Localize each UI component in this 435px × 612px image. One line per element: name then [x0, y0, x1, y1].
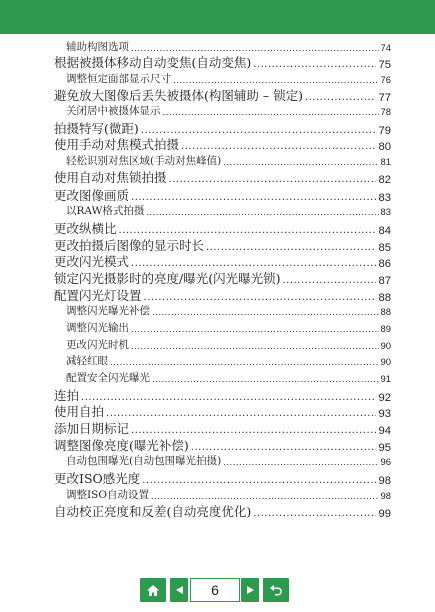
toc-entry-title: 自动包围曝光(自动包围曝光拍摄) — [66, 455, 222, 467]
toc-entry-page: 78 — [380, 107, 391, 118]
toc-entry-page: 76 — [380, 75, 391, 86]
toc-entry-page: 90 — [380, 341, 391, 352]
home-button[interactable] — [140, 578, 166, 602]
toc-entry-page: 89 — [380, 324, 391, 335]
dot-leader — [151, 492, 379, 503]
toc-entry[interactable] — [66, 486, 391, 502]
dot-leader — [152, 308, 379, 319]
toc-entry-title: 配置安全闪光曝光 — [66, 372, 150, 384]
toc-entry-title: 锁定闪光摄影时的亮度/曝光(闪光曝光锁) — [54, 271, 281, 286]
toc-entry-page: 88 — [380, 307, 391, 318]
toc-entry[interactable] — [54, 469, 391, 487]
toc-entry-page: 94 — [378, 425, 391, 437]
return-arrow-icon — [269, 584, 283, 596]
page-number: 6 — [190, 578, 240, 602]
dot-leader — [223, 458, 378, 469]
toc-entry-title: 以RAW格式拍摄 — [66, 205, 145, 217]
dot-leader — [169, 174, 377, 187]
triangle-right-icon — [246, 585, 255, 595]
toc-entry-title: 减轻红眼 — [66, 355, 108, 367]
toc-entry-title: 更改拍摄后图像的显示时长 — [54, 238, 205, 253]
toc-entry-title: 轻松识别对焦区域(手动对焦峰值) — [66, 155, 222, 167]
toc-entry-title: 调整恒定面部显示尺寸 — [66, 73, 171, 85]
toc-entry[interactable] — [66, 302, 391, 318]
toc-entry-page: 83 — [380, 207, 391, 218]
toc-entry-title: 添加日期标记 — [54, 421, 130, 436]
toc-entry-page: 91 — [380, 374, 391, 385]
toc-entry[interactable] — [54, 135, 391, 153]
toc-entry-page: 77 — [378, 92, 391, 104]
dot-leader — [173, 76, 379, 87]
next-page-button[interactable] — [241, 578, 259, 602]
previous-page-button[interactable] — [170, 578, 188, 602]
toc-entry[interactable] — [66, 319, 391, 335]
toc-entry[interactable] — [54, 252, 391, 270]
toc-entry[interactable] — [54, 419, 391, 437]
toc-entry-title: 拍摄特写(微距) — [54, 121, 139, 136]
toc-entry-title: 自动校正亮度和反差(自动亮度优化) — [54, 504, 252, 519]
dot-leader — [253, 508, 376, 521]
toc-entry[interactable] — [66, 452, 391, 468]
toc-entry-title: 调整闪光输出 — [66, 322, 129, 334]
toc-entry[interactable] — [54, 502, 391, 520]
dot-leader — [110, 358, 379, 369]
toc-entry-page: 99 — [378, 508, 391, 520]
toc-entry[interactable] — [66, 202, 391, 218]
bottom-navigation — [0, 578, 435, 604]
toc-entry-title: 避免放大图像后丢失被摄体(构图辅助 – 锁定) — [54, 88, 303, 103]
toc-entry-title: 关闭居中被摄体显示 — [66, 105, 161, 117]
toc-entry-page: 79 — [378, 125, 391, 137]
toc-entry-page: 74 — [380, 43, 391, 54]
toc-entry-page: 82 — [378, 174, 391, 186]
dot-leader — [223, 158, 378, 169]
toc-entry-page: 93 — [378, 408, 391, 420]
toc-entry[interactable] — [66, 102, 391, 118]
toc-entry-page: 98 — [378, 475, 391, 487]
toc-entry-title: 使用手动对焦模式拍摄 — [54, 137, 180, 152]
toc-entry-page: 85 — [378, 242, 391, 254]
toc-entry-title: 调整ISO自动设置 — [66, 489, 149, 501]
toc-entry-page: 81 — [380, 157, 391, 168]
toc-entry-title: 调整图像亮度(曝光补偿) — [54, 438, 189, 453]
toc-entry-title: 调整闪光曝光补偿 — [66, 305, 150, 317]
home-icon — [146, 584, 160, 597]
toc-entry-title: 连拍 — [54, 388, 80, 403]
toc-entry-title: 更改闪光时机 — [66, 339, 129, 351]
triangle-left-icon — [175, 585, 184, 595]
toc-entry-page: 98 — [380, 491, 391, 502]
toc-entry-page: 90 — [380, 357, 391, 368]
toc-entry[interactable] — [54, 219, 391, 237]
toc-entry-title: 使用自拍 — [54, 404, 105, 419]
toc-entry[interactable] — [54, 269, 391, 287]
toc-entry-page: 92 — [378, 392, 391, 404]
toc-entry[interactable] — [66, 38, 391, 54]
toc-entry-title: 更改闪光模式 — [54, 254, 130, 269]
toc-entry-title: 配置闪光灯设置 — [54, 288, 142, 303]
toc-entry[interactable] — [66, 369, 391, 385]
toc-entry[interactable] — [66, 336, 391, 352]
toc-entry-title: 更改图像画质 — [54, 188, 130, 203]
toc-entry[interactable] — [54, 168, 391, 186]
toc-entry-page: 80 — [378, 141, 391, 153]
toc-entry-title: 更改ISO感光度 — [54, 471, 141, 486]
toc-entry[interactable] — [54, 402, 391, 420]
dot-leader — [131, 342, 379, 353]
toc-entry-title: 根据被摄体移动自动变焦(自动变焦) — [54, 55, 252, 70]
toc-entry-page: 88 — [378, 292, 391, 304]
toc-entry[interactable] — [66, 352, 391, 368]
toc-entry-title: 使用自动对焦锁拍摄 — [54, 170, 167, 185]
dot-leader — [146, 208, 378, 219]
dot-leader — [131, 325, 379, 336]
dot-leader — [163, 108, 379, 119]
toc-entry[interactable] — [54, 53, 391, 71]
toc-entry-page: 75 — [378, 59, 391, 71]
toc-entry-title: 辅助构图选项 — [66, 41, 129, 53]
toc-entry-page: 87 — [378, 275, 391, 287]
dot-leader — [152, 375, 379, 386]
toc-entry-page: 86 — [378, 258, 391, 270]
toc-entry-title: 更改纵横比 — [54, 221, 117, 236]
toc-entry[interactable] — [66, 70, 391, 86]
toc-entry-page: 83 — [378, 192, 391, 204]
toc-entry-page: 96 — [380, 457, 391, 468]
back-button[interactable] — [263, 578, 289, 602]
toc-entry-page: 95 — [378, 442, 391, 454]
toc-entry-page: 84 — [378, 225, 391, 237]
header-bar — [0, 0, 435, 34]
toc-entry[interactable] — [66, 152, 391, 168]
